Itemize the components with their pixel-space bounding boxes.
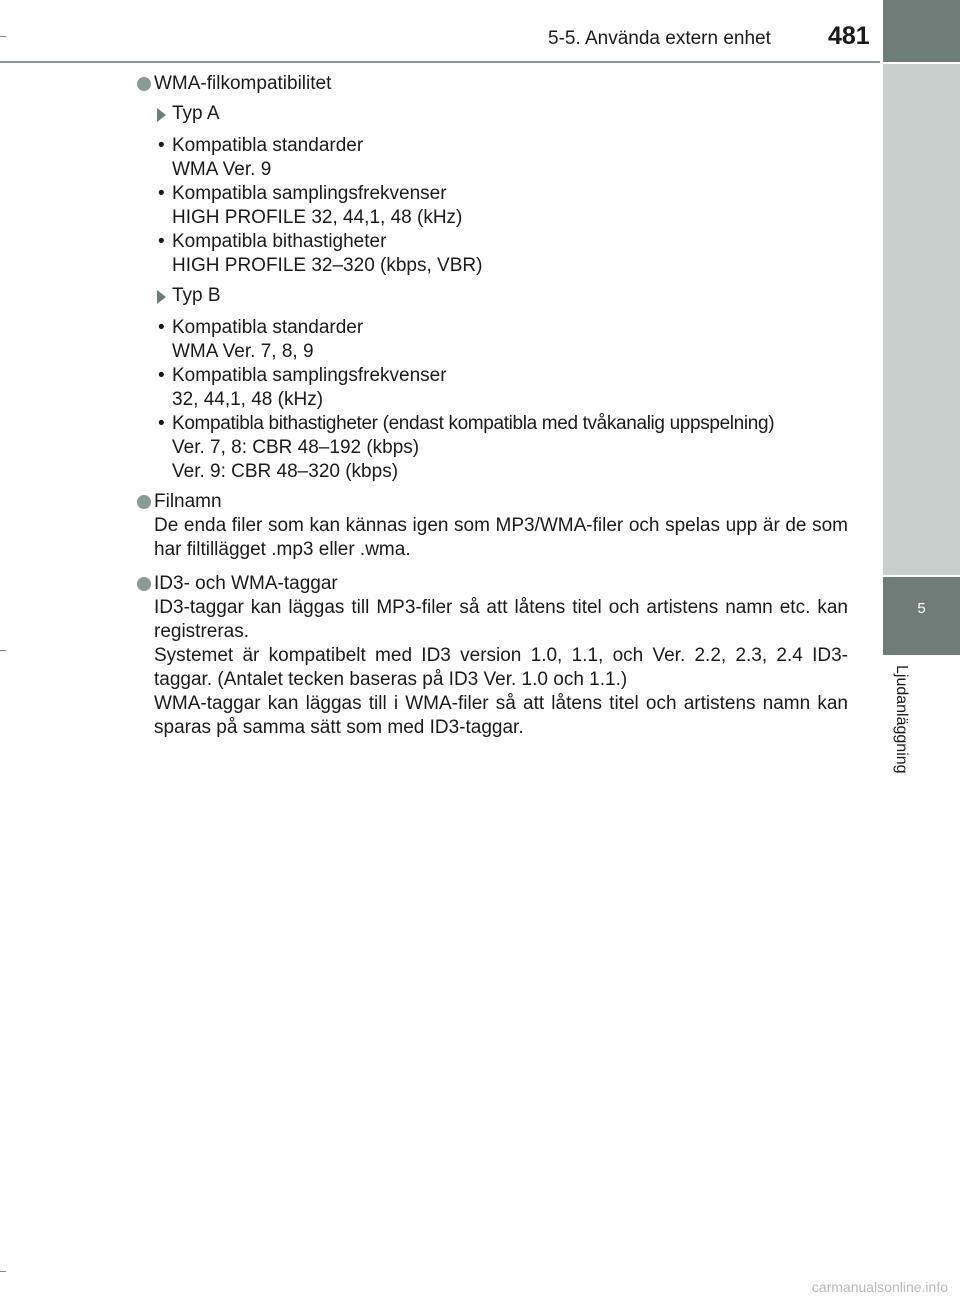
bullet-dot-icon: • [158,183,165,204]
section-wma [136,72,848,96]
bullet-dot-icon: • [158,317,165,338]
section-title: 5-5. Använda extern enhet [548,28,771,49]
item-value: 32, 44,1, 48 (kHz) [172,389,324,410]
side-tab-band [883,64,960,575]
header-rule [0,61,880,63]
chapter-label-text: Ljudanläggning [893,665,910,774]
bullet-circle-icon [137,577,151,591]
item-label: Kompatibla samplingsfrekvenser [172,365,447,386]
list-item [136,134,848,182]
page-content [136,72,848,746]
page-header [0,0,960,62]
item-value: Ver. 9: CBR 48–320 (kbps) [172,461,399,482]
bullet-circle-icon [137,77,151,91]
side-tab-top [883,0,960,62]
item-label: Kompatibla bithastigheter (endast kompatibla med tvåkanalig uppspelning) [172,413,775,434]
watermark: carmanualsonline.info [811,1279,948,1295]
subsection-type-a [136,102,848,126]
section-text: De enda filer som kan kännas igen som MP3/WMA-filer och spelas upp är de som har filtillägget .mp3 eller .wma. [154,515,848,560]
bullet-dot-icon: • [158,231,165,252]
item-value: WMA Ver. 7, 8, 9 [172,341,314,362]
chapter-number-tab: 5 [883,577,960,655]
section-title: ID3- och WMA-taggar [154,573,338,594]
item-value: WMA Ver. 9 [172,159,272,180]
list-item [136,364,848,412]
section-title: Filnamn [154,491,222,512]
page-number: 481 [828,22,870,50]
list-item [136,230,848,278]
item-label: Kompatibla standarder [172,317,364,338]
subsection-type-b [136,284,848,308]
section-filename [136,490,848,562]
crop-mark [0,36,6,37]
bullet-circle-icon [137,495,151,509]
subsection-label: Typ A [172,103,220,124]
section-text: Systemet är kompatibelt med ID3 version 1.0, 1.1, och Ver. 2.2, 2.3, 2.4 ID3-taggar. (Antalet tecken baseras på ID3 Ver. 1.0 och 1.1.) [154,645,848,690]
list-item [136,182,848,230]
section-text: WMA-taggar kan läggas till i WMA-filer så att låtens titel och artistens namn kan sparas på samma sätt som med ID3-taggar. [154,693,848,738]
crop-mark [0,650,6,651]
section-tags [136,572,848,740]
bullet-dot-icon: • [158,135,165,156]
subsection-label: Typ B [172,285,221,306]
section-text: ID3-taggar kan läggas till MP3-filer så att låtens titel och artistens namn etc. kan registreras. [154,597,848,642]
triangle-right-icon [157,290,166,304]
triangle-right-icon [157,108,166,122]
item-value: HIGH PROFILE 32–320 (kbps, VBR) [172,255,483,276]
item-label: Kompatibla standarder [172,135,364,156]
item-value: Ver. 7, 8: CBR 48–192 (kbps) [172,437,420,458]
list-item [136,316,848,364]
section-title: WMA-filkompatibilitet [154,73,332,94]
bullet-dot-icon: • [158,413,165,434]
chapter-label [892,665,922,805]
list-item [136,412,848,484]
item-label: Kompatibla samplingsfrekvenser [172,183,447,204]
bullet-dot-icon: • [158,365,165,386]
item-value: HIGH PROFILE 32, 44,1, 48 (kHz) [172,207,463,228]
crop-mark [0,1271,6,1272]
item-label: Kompatibla bithastigheter [172,231,387,252]
